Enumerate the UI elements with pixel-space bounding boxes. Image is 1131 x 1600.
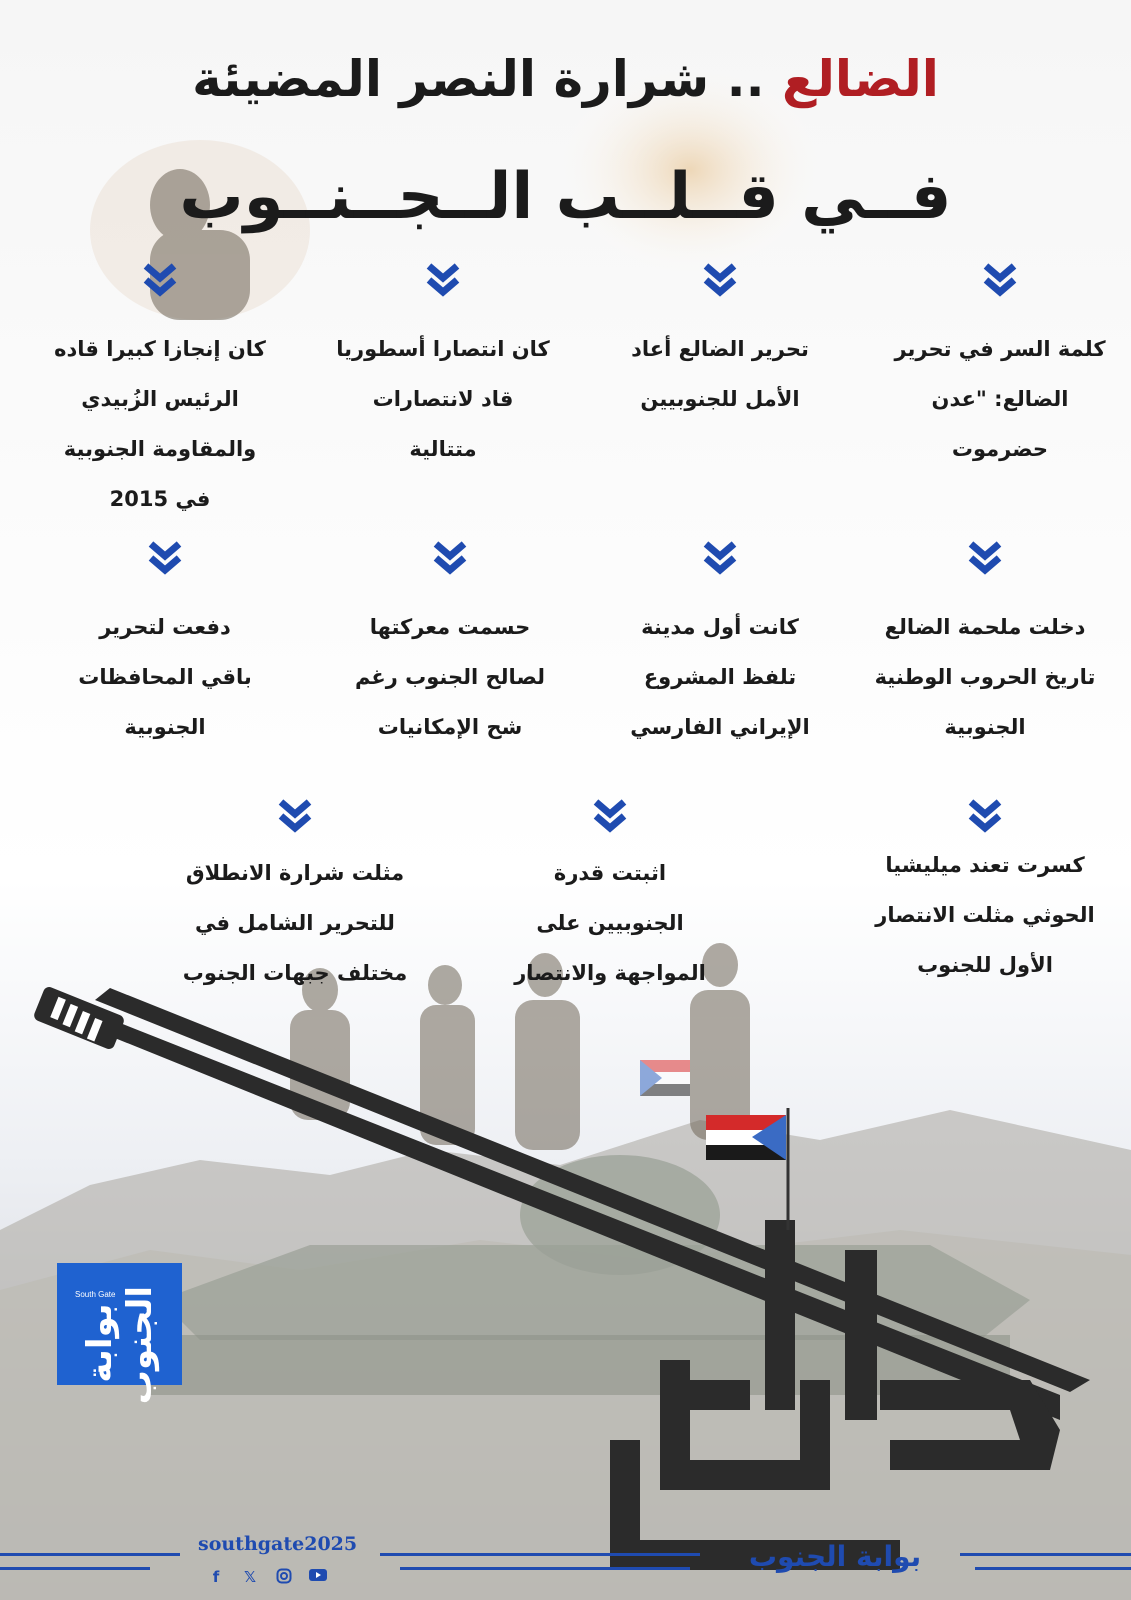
- social-icons: [207, 1568, 327, 1586]
- south-flag: [706, 1115, 786, 1160]
- fact-line: كسرت تعند ميليشيا: [885, 853, 1085, 877]
- fact-line: دخلت ملحمة الضالع: [884, 615, 1086, 639]
- logo-small-text: South Gate: [75, 1290, 116, 1299]
- fact-item-7: [330, 540, 570, 752]
- fact-line: اثبتت قدرة: [553, 861, 667, 885]
- double-chevron-down-icon: [277, 798, 313, 834]
- fact-line: الحوثي مثلت الانتصار: [875, 903, 1095, 927]
- footer-divider: [380, 1553, 700, 1556]
- footer-divider: [975, 1567, 1131, 1570]
- fact-line: الجنوبية: [124, 715, 206, 739]
- fact-line: كلمة السر في تحرير: [894, 337, 1106, 361]
- fact-item-3: [318, 262, 568, 474]
- fact-line: مثلت شرارة الانطلاق: [185, 861, 405, 885]
- fact-line: الجنوبيين على: [536, 911, 684, 935]
- footer-divider: [0, 1553, 180, 1556]
- double-chevron-down-icon: [147, 540, 183, 576]
- double-chevron-down-icon: [432, 540, 468, 576]
- fact-line: مختلف جبهات الجنوب: [182, 961, 408, 985]
- footer-divider: [960, 1553, 1131, 1556]
- fact-item-1: [880, 262, 1120, 474]
- fact-line: الإيراني الفارسي: [630, 715, 810, 739]
- fact-line: الرئيس الزُبيدي: [81, 387, 239, 411]
- fact-item-11: [165, 798, 425, 998]
- fact-line: تاريخ الحروب الوطنية: [874, 665, 1096, 689]
- fact-item-8: [45, 540, 285, 752]
- fact-line: حسمت معركتها: [369, 615, 531, 639]
- social-handle[interactable]: southgate2025: [198, 1533, 358, 1555]
- fact-item-10: [490, 798, 730, 998]
- footer-brand: بوابة الجنوب: [748, 1540, 922, 1573]
- facebook-icon[interactable]: f: [212, 1568, 220, 1586]
- southgate-logo: [57, 1263, 182, 1405]
- fact-line: المواجهة والانتصار: [514, 961, 706, 985]
- x-icon[interactable]: 𝕏: [243, 1568, 257, 1586]
- fact-line: الضالع: "عدن: [931, 387, 1069, 411]
- fact-line: تحرير الضالع أعاد: [631, 337, 809, 361]
- title-red-part: الضالع: [781, 50, 939, 108]
- fact-line: باقي المحافظات: [78, 665, 252, 689]
- fact-line: والمقاومة الجنوبية: [63, 437, 257, 461]
- fact-line: تلفظ المشروع: [643, 665, 797, 689]
- fact-item-9: [850, 798, 1120, 990]
- title-black-part: .. شرارة النصر المضيئة: [192, 50, 782, 108]
- fact-line: الأمل للجنوبيين: [640, 387, 800, 411]
- fact-line: دفعت لتحرير: [99, 615, 231, 639]
- youtube-icon[interactable]: [309, 1568, 327, 1586]
- fact-item-5: [850, 540, 1120, 752]
- double-chevron-down-icon: [982, 262, 1018, 298]
- fact-line: متتالية: [409, 437, 477, 461]
- instagram-icon[interactable]: [275, 1568, 293, 1586]
- fact-line: قاد لانتصارات: [372, 387, 514, 411]
- subtitle: فــي قــلــب الــجــنــوب: [179, 160, 952, 234]
- fact-line: لصالح الجنوب رغم: [354, 665, 546, 689]
- fact-line: حضرموت: [951, 437, 1049, 461]
- fact-item-2: [600, 262, 840, 424]
- double-chevron-down-icon: [425, 262, 461, 298]
- fact-line: كان إنجازا كبيرا قاده: [54, 337, 266, 361]
- double-chevron-down-icon: [702, 262, 738, 298]
- logo-arabic-text: بوابة الجنوب: [80, 1286, 160, 1405]
- fact-line: في 2015: [109, 487, 211, 511]
- double-chevron-down-icon: [592, 798, 628, 834]
- double-chevron-down-icon: [967, 798, 1003, 834]
- fact-line: للتحرير الشامل في: [195, 911, 395, 935]
- fact-line: كانت أول مدينة: [641, 615, 799, 639]
- fact-line: الجنوبية: [944, 715, 1026, 739]
- double-chevron-down-icon: [967, 540, 1003, 576]
- fact-item-6: [600, 540, 840, 752]
- double-chevron-down-icon: [142, 262, 178, 298]
- fact-item-4: [35, 262, 285, 524]
- fact-line: شح الإمكانيات: [377, 715, 523, 739]
- fact-line: كان انتصارا أسطوريا: [336, 337, 550, 361]
- footer-divider: [400, 1567, 690, 1570]
- main-title: [0, 50, 1131, 108]
- footer-divider: [0, 1567, 150, 1570]
- double-chevron-down-icon: [702, 540, 738, 576]
- fact-line: الأول للجنوب: [917, 953, 1053, 977]
